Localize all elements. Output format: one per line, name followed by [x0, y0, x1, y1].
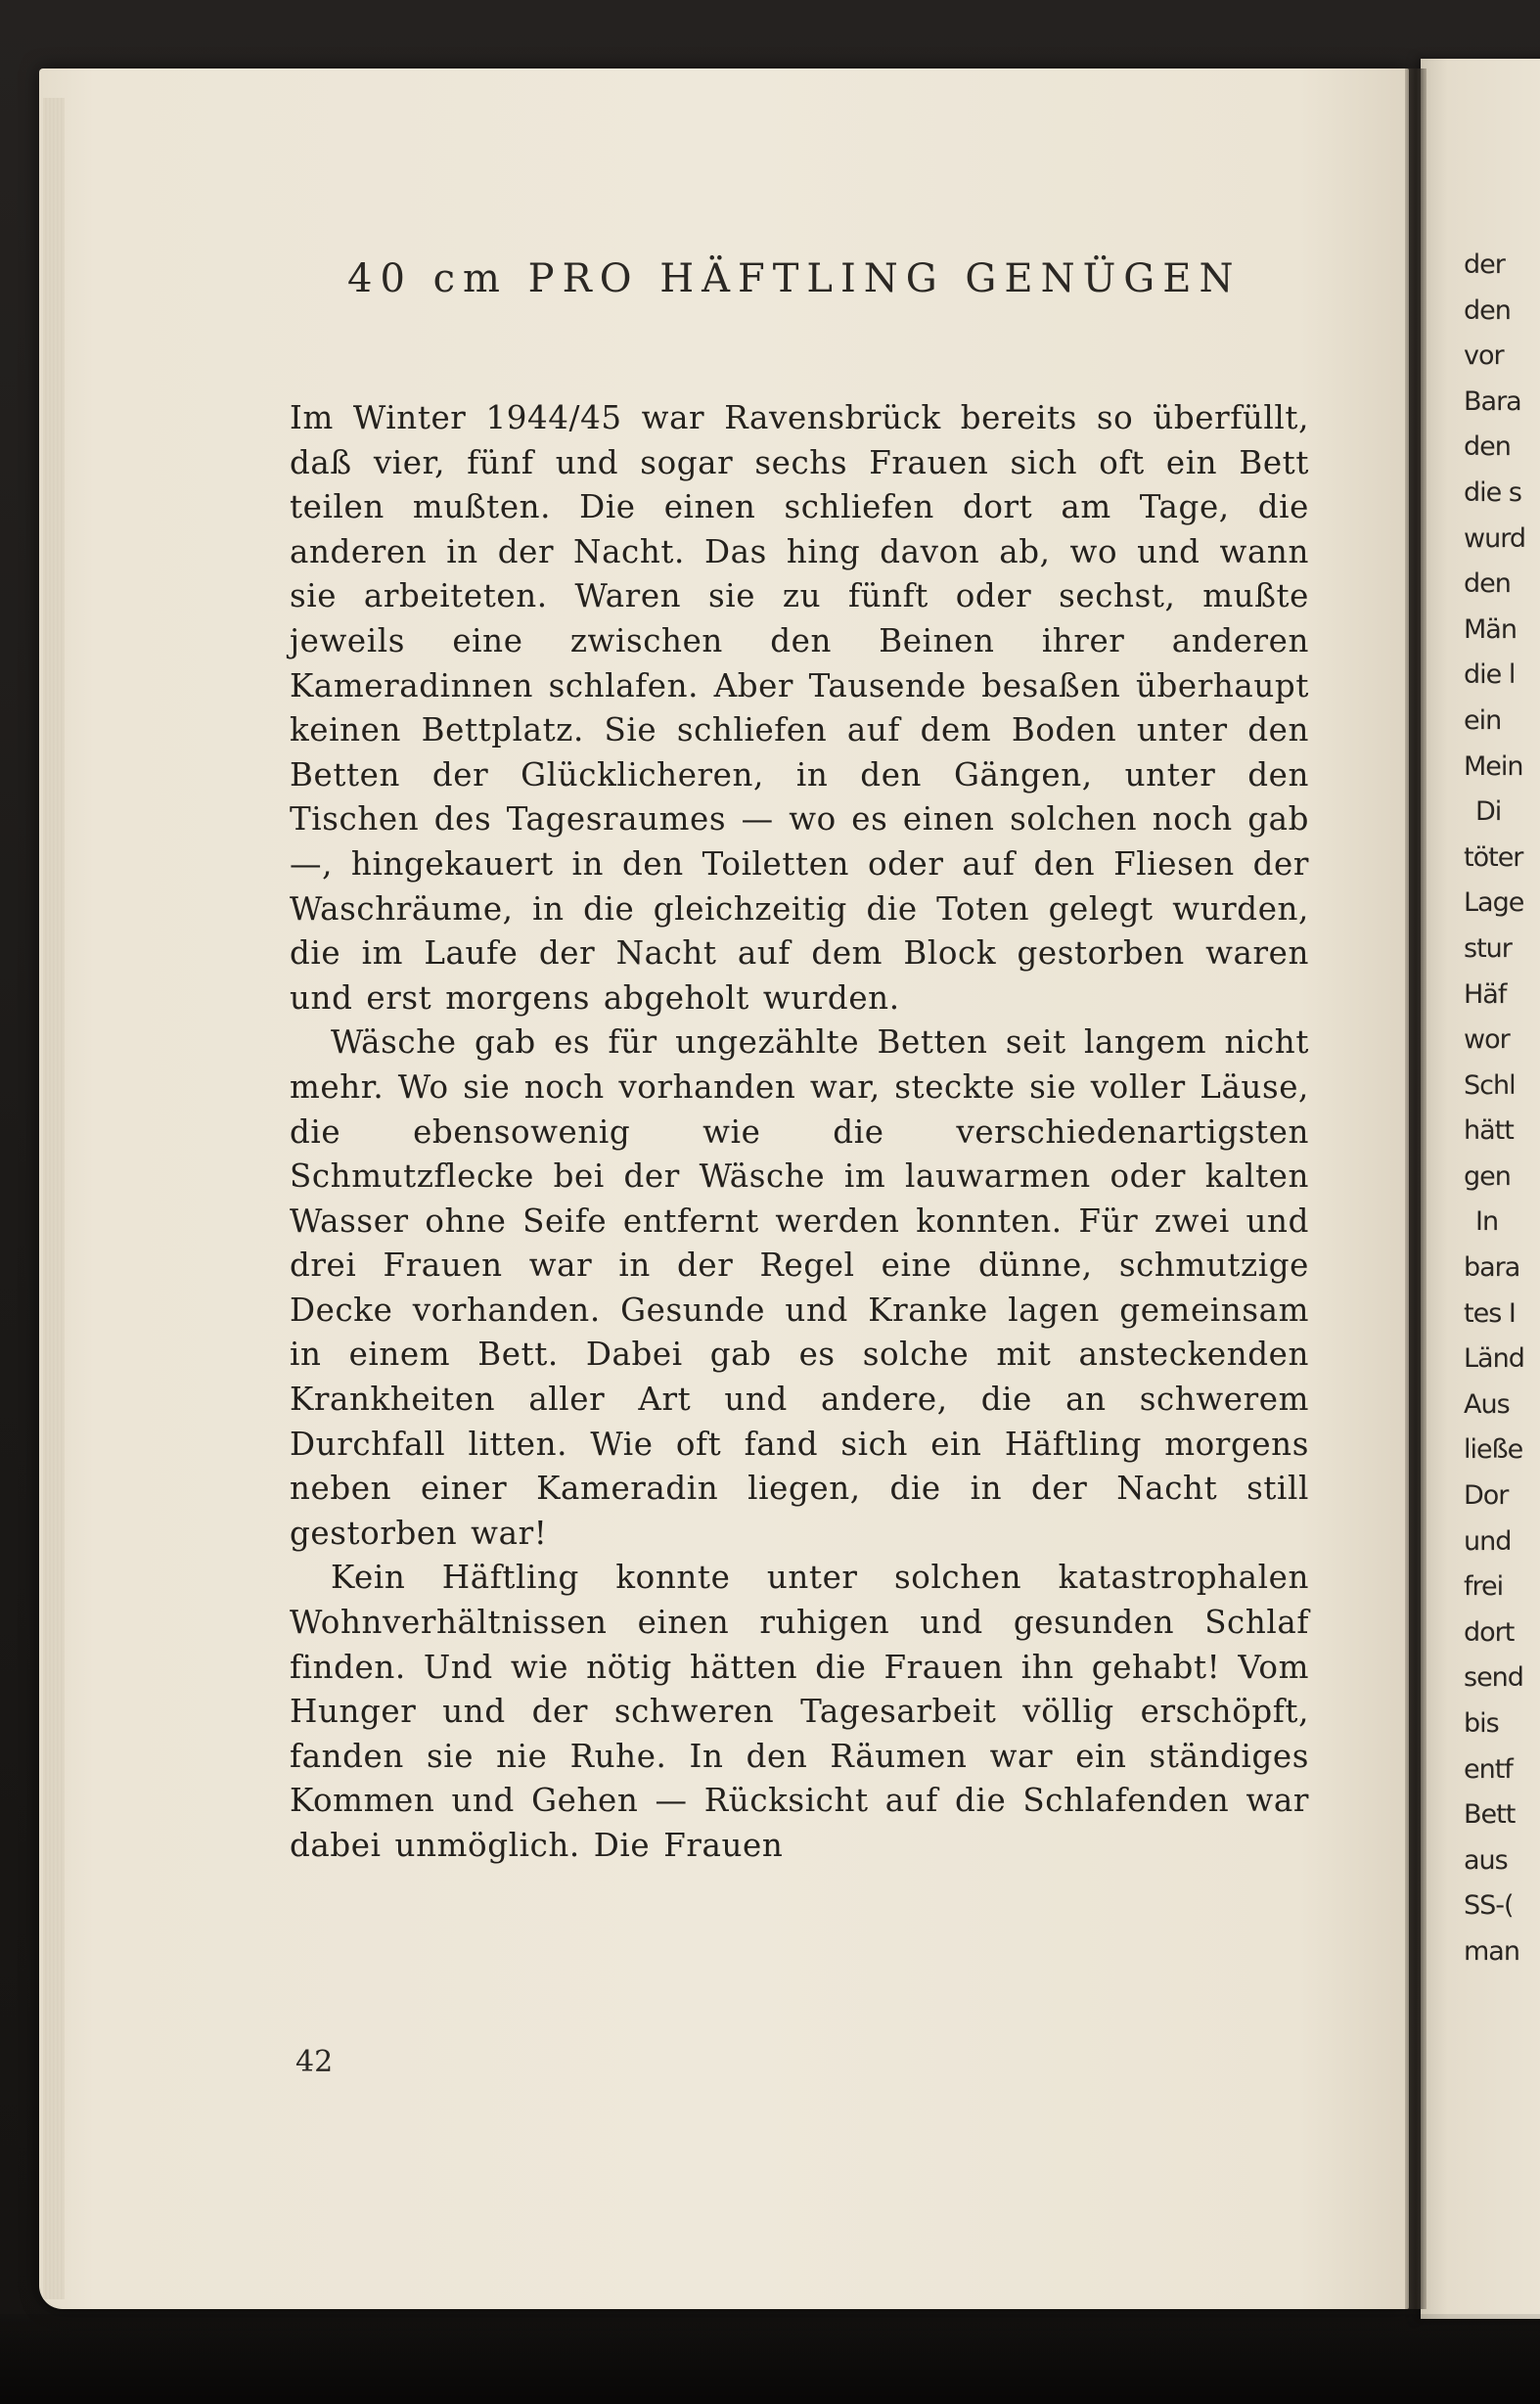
right-page-line: dort — [1464, 1616, 1515, 1648]
right-page-line: SS-( — [1464, 1890, 1514, 1922]
page-edge-layers — [43, 98, 65, 2299]
right-page-line: die l — [1464, 659, 1516, 691]
right-page-line: hätt — [1464, 1115, 1514, 1147]
right-page-line: stur — [1464, 932, 1512, 964]
right-page-line: send — [1464, 1662, 1523, 1694]
right-page-line: man — [1464, 1935, 1519, 1967]
right-page-line: den — [1464, 295, 1511, 326]
right-page-line: aus — [1464, 1844, 1508, 1876]
right-page-line: der — [1464, 249, 1505, 280]
right-page-line: Lage — [1464, 887, 1524, 919]
right-page-line: Dor — [1464, 1480, 1509, 1512]
right-page-line: ließe — [1464, 1434, 1523, 1466]
right-page-line: bara — [1464, 1252, 1520, 1284]
right-page-line: entf — [1464, 1753, 1513, 1785]
right-page-line: In — [1475, 1206, 1499, 1238]
right-page-line: den — [1464, 431, 1511, 463]
right-page-line: Aus — [1464, 1388, 1510, 1420]
paragraph: Im Winter 1944/45 war Ravensbrück bereits so überfüllt, daß vier, fünf und sogar sechs Frauen sich oft ein Bett teilen mußten. Die einen schliefen dort am Tage, die anderen in der Nacht. Das hing davon ab, wo und wann sie arbeiteten. Waren sie zu fünft oder sechst, mußte jeweils eine zwischen den Beinen ihrer anderen Kameradinnen schlafen. Aber Tausende besaßen überhaupt keinen Bettplatz. Sie schliefen auf dem Boden unter den Betten der Glücklicheren, in den Gängen, unter den Tischen des Tagesraumes — wo es einen solchen noch gab —, hingekauert in den Toiletten oder auf den Fliesen der Waschräume, in die gleichzeitig die Toten gelegt wurden, die im Laufe der Nacht auf dem Block gestorben waren und erst morgens abgeholt wurden. — [290, 399, 1309, 1017]
right-page-line: bis — [1464, 1708, 1499, 1739]
right-page-line: Häf — [1464, 978, 1507, 1010]
right-page-line: Di — [1475, 796, 1502, 828]
right-page-line: frei — [1464, 1571, 1504, 1603]
right-page-line: Mein — [1464, 750, 1523, 782]
right-page-line: tes I — [1464, 1297, 1516, 1329]
right-page-line: Män — [1464, 613, 1517, 645]
right-page-line: töter — [1464, 841, 1523, 873]
paragraph: Kein Häftling konnte unter solchen katastrophalen Wohnverhältnissen einen ruhigen und gesunden Schlaf finden. Und wie nötig hätten die Frauen ihn gehabt! Vom Hunger und der schweren Tagesarbeit völlig erschöpft, fanden sie nie Ruhe. In den Räumen war ein ständiges Kommen und Gehen — Rücksicht auf die Schlafenden war dabei unmöglich. Die Frauen — [290, 1559, 1309, 1864]
right-page-line: Schl — [1464, 1069, 1516, 1101]
page-number: 42 — [295, 2045, 334, 2079]
bottom-shadow — [0, 2314, 1540, 2404]
right-page-line: Länd — [1464, 1343, 1524, 1375]
body-text — [290, 396, 1309, 1869]
right-page-line: Bett — [1464, 1799, 1516, 1831]
running-header: 40 cm PRO HÄFTLING GENÜGEN — [347, 256, 1242, 301]
right-page-text-fragments — [1464, 243, 1540, 1975]
right-page-line: den — [1464, 568, 1511, 600]
right-page-line: wurd — [1464, 522, 1525, 554]
right-page-line: Bara — [1464, 386, 1521, 417]
right-page-line: wor — [1464, 1024, 1510, 1056]
paragraph: Wäsche gab es für ungezählte Betten seit langem nicht mehr. Wo sie noch vorhanden war, steckte sie voller Läuse, die ebensowenig wie die verschiedenartigsten Schmutzflecke bei der Wäsche im lauwarmen oder kalten Wasser ohne Seife entfernt werden konnten. Für zwei und drei Frauen war in der Regel eine dünne, schmutzige Decke vorhanden. Gesunde und Kranke lagen gemeinsam in einem Bett. Dabei gab es solche mit ansteckenden Krankheiten aller Art und andere, die an schwerem Durchfall litten. Wie oft fand sich ein Häftling morgens neben einer Kameradin liegen, die in der Nacht still gestorben war! — [290, 1023, 1309, 1552]
right-page-line: vor — [1464, 340, 1504, 372]
right-page-line: ein — [1464, 704, 1502, 736]
book-gutter — [1405, 68, 1427, 2309]
right-page-line: die s — [1464, 476, 1521, 508]
right-page-line: und — [1464, 1525, 1512, 1557]
right-page-line: gen — [1464, 1160, 1511, 1192]
